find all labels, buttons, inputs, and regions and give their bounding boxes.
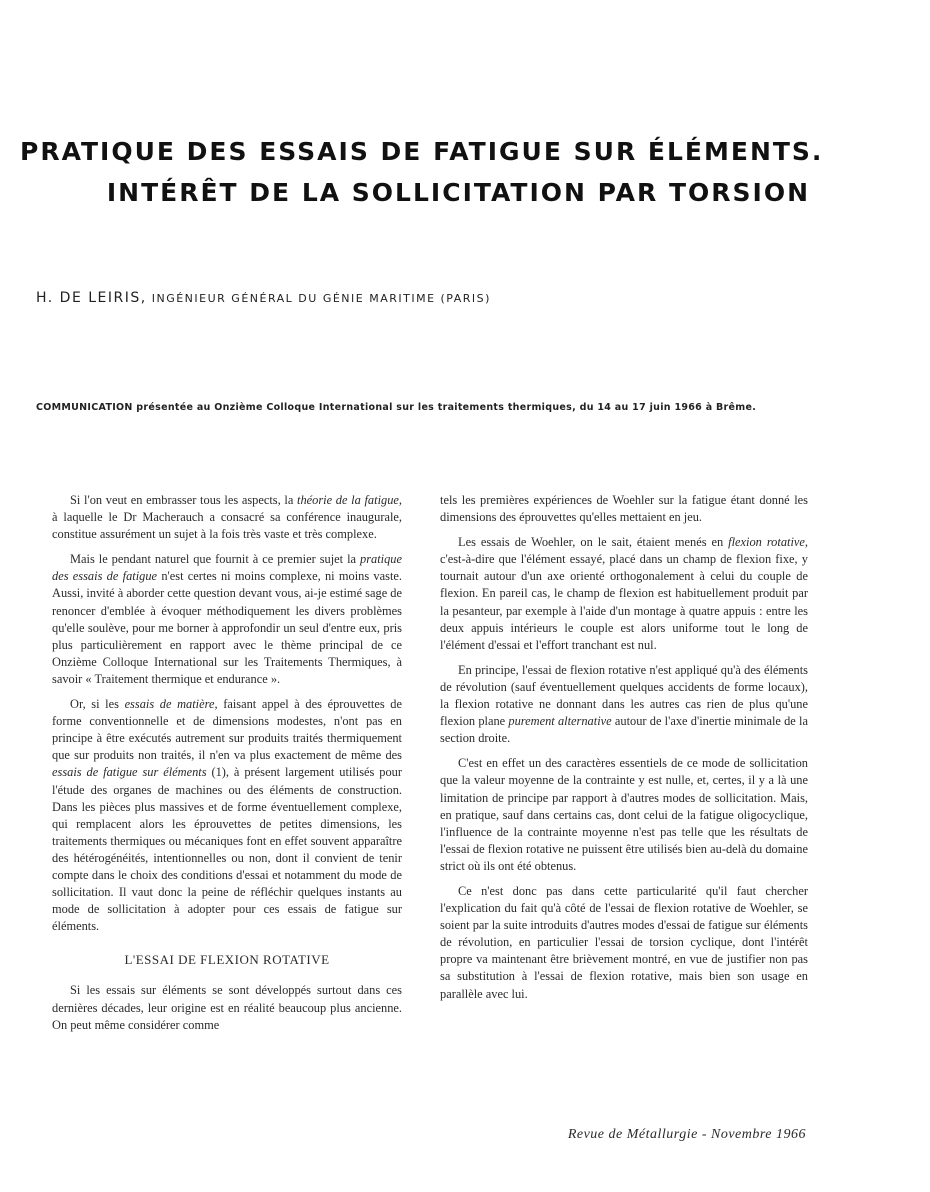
left-column [52, 492, 402, 1042]
section-heading: L'ESSAI DE FLEXION ROTATIVE [124, 952, 330, 968]
communication-text: présentée au Onzième Colloque International sur les traitements thermiques, du 14 au 17 juin 1966 à Brême. [136, 402, 757, 413]
article-title-line-1: PRATIQUE DES ESSAIS DE FATIGUE SUR ÉLÉMENTS. [20, 137, 824, 166]
paragraph: Or, si les essais de matière, faisant appel à des éprouvettes de forme conventionnelle et de dimensions modestes, n'ont pas en principe à être exécutés autrement sur produits traités thermiquement que sur produits non traités, il n'en va plus exactement de même des essais de fatigue sur éléments (1), à présent largement utilisés pour l'étude des organes de machines ou des éléments de construction. Dans les pièces plus massives et de forme éventuellement complexe, qui remplacent alors les éprouvettes de petites dimensions, les traitements thermiques ou mécaniques font en effet souvent apparaître des hétérogénéités, intentionnelles ou non, dont il convient de tenir compte dans le choix des conditions d'essai et notamment du mode de sollicitation. Il vaut donc la peine de réfléchir quelques instants au mode de sollicitation à adopter pour ces essais de fatigue sur éléments. [52, 697, 403, 934]
author-line [36, 290, 491, 306]
paragraph: En principe, l'essai de flexion rotative n'est appliqué qu'à des éléments de révolution (sauf éventuellement quelques accidents de forme locaux), la flexion rotative ne donnant dans les autres cas rien de plus qu'une flexion plane purement alternative autour de l'axe d'inertie minimale de la section droite. [440, 662, 808, 746]
communication-label: COMMUNICATION [36, 402, 133, 413]
journal-footer: Revue de Métallurgie - Novembre 1966 [567, 1127, 806, 1142]
article-title-line-2: INTÉRÊT DE LA SOLLICITATION PAR TORSION [106, 178, 810, 207]
paragraph: C'est en effet un des caractères essentiels de ce mode de sollicitation que la valeur moyenne de la contrainte y est nulle, et, certes, il y a là une limitation de principe par rapport à d'autres modes de sollicitation. Mais, en pratique, sauf dans certains cas, dont celui de la fatigue oligocyclique, l'influence de la contrainte moyenne n'est pas telle que les résultats de l'essai de flexion rotative ne puissent être utilisés bien au-delà du domaine strict où ils ont été obtenus. [440, 756, 808, 873]
communication-note [36, 402, 796, 413]
paragraph: Ce n'est donc pas dans cette particularité qu'il faut chercher l'explication du fait qu'à côté de l'essai de flexion rotative de Woehler, se soient par la suite introduits d'autres modes d'essai de fatigue sur éléments de révolution, en particulier l'essai de torsion cyclique, dont l'intérêt propre va maintenant être brièvement montré, en vue de justifier non pas sa substitution à l'essai de flexion rotative, mais bien son usage en parallèle avec lui. [440, 883, 808, 1001]
right-column [440, 492, 808, 1011]
paragraph: tels les premières expériences de Woehler sur la fatigue étant donné les dimensions des éprouvettes qu'elles mettaient en jeu. [440, 493, 808, 525]
paragraph: Mais le pendant naturel que fournit à ce premier sujet la pratique des essais de fatigue n'est certes ni moins complexe, ni moins vaste. Aussi, invité à aborder cette question devant vous, ai-je estimé sage de renoncer d'emblée à évoquer méthodiquement les divers problèmes qu'elle soulève, pour me borner à approfondir un seul d'entre eux, pris plus particulièrement en rapport avec le thème principal de ce Onzième Colloque International sur les Traitements Thermiques, à savoir « Traitement thermique et endurance ». [52, 552, 402, 686]
paragraph: Si l'on veut en embrasser tous les aspects, la théorie de la fatigue, à laquelle le Dr Macherauch a consacré sa conférence inaugurale, constitue assurément un sujet à la fois très vaste et très complexe. [52, 493, 402, 542]
paragraph: Les essais de Woehler, on le sait, étaient menés en flexion rotative, c'est-à-dire que l'élément essayé, placé dans un champ de flexion fixe, y tournait autour d'un axe orienté orthogonalement à celui du couple de flexion. En pareil cas, le champ de flexion est habituellement produit par la pesanteur, par exemple à l'aide d'un montage à quatre appuis : entre les deux appuis intérieurs le couple est alors uniforme tout le long de l'élément d'essai et l'effort tranchant est nul. [440, 535, 808, 652]
author-name: H. DE LEIRIS, [36, 290, 147, 306]
paragraph: Si les essais sur éléments se sont développés surtout dans ces dernières décades, leur origine est en réalité beaucoup plus ancienne. On peut même considérer comme [52, 983, 402, 1032]
author-affiliation: INGÉNIEUR GÉNÉRAL DU GÉNIE MARITIME (PARIS) [151, 292, 491, 305]
